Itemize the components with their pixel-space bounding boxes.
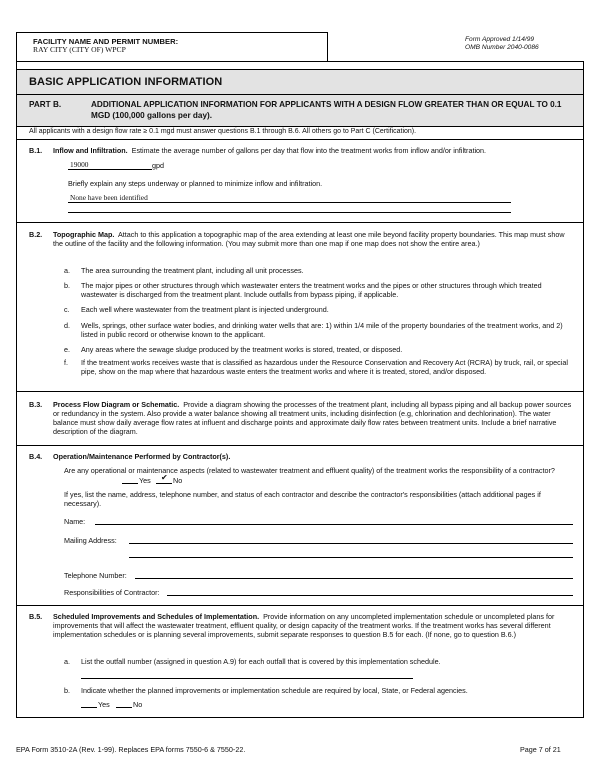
divider — [17, 391, 583, 392]
outfall-number-field[interactable] — [81, 670, 413, 679]
explain-field-1[interactable] — [68, 193, 511, 203]
explain-field-2[interactable] — [68, 205, 511, 213]
contractor-responsibilities-field[interactable] — [167, 587, 573, 596]
section-heading: Inflow and Infiltration. — [53, 146, 128, 155]
section-text — [53, 146, 573, 155]
item-text: Wells, springs, other surface water bodies, and drinking water wells that are: 1) within 1/4 mile of the property boundaries of the treatment works, and 2) listed in public record or otherwise known to the applicant. — [81, 321, 563, 339]
item-text: Each well where wastewater from the treatment plant is injected underground. — [81, 305, 329, 314]
divider — [17, 139, 583, 140]
contractor-address-field-1[interactable] — [129, 535, 573, 544]
inflow-gpd-field[interactable] — [68, 160, 152, 170]
contractor-instructions: If yes, list the name, address, telephone number, and status of each contractor and describe the contractor's responsibilities (attach additional pages if necessary). — [64, 490, 541, 508]
contractor-name-field[interactable] — [95, 516, 573, 525]
section-text — [53, 612, 573, 639]
form-approval-info — [465, 36, 539, 52]
item-text: Any areas where the sewage sludge produced by the treatment works is stored, treated, or disposed. — [81, 345, 403, 354]
contractor-no-field[interactable] — [156, 475, 172, 484]
instruction-note: All applicants with a design flow rate ≥ 0.1 mgd must answer questions B.1 through B.6. All others go to Part C (Certification). — [29, 128, 417, 135]
contractor-question: Are any operational or maintenance aspects (related to wastewater treatment and effluent quality) of the treatment works the responsibility of a contractor? — [64, 466, 555, 475]
item-letter: e. — [64, 345, 70, 354]
facility-name[interactable]: RAY CITY (CITY OF) WPCP — [33, 45, 126, 54]
section-text — [53, 230, 573, 248]
section-heading: Topographic Map. — [53, 230, 115, 239]
title-band — [17, 69, 583, 95]
section-body: Provide information on any uncompleted implementation schedule or uncompleted plans for improvements that will affect the wastewater treatment, effluent quality, or design capacity of the treatment works. If the treatment works has several different implementation schedules or is planning several improvements, submit separate responses to question B.5 for each. (If none, go to question B.6.) — [53, 612, 555, 639]
divider — [17, 445, 583, 446]
contractor-responsibilities-label: Responsibilities of Contractor: — [64, 588, 160, 597]
section-heading: Process Flow Diagram or Schematic. — [53, 400, 180, 409]
part-heading: ADDITIONAL APPLICATION INFORMATION FOR APPLICANTS WITH A DESIGN FLOW GREATER THAN OR EQUAL TO 0.1 MGD (100,000 gallons per day). — [91, 100, 562, 120]
contractor-address-field-2[interactable] — [129, 550, 573, 558]
section-code: B.5. — [29, 612, 43, 621]
gpd-unit: gpd — [152, 161, 164, 170]
divider — [17, 222, 583, 223]
section-text — [53, 400, 573, 436]
explain-value: None have been identified — [70, 193, 148, 202]
section-body: Provide a diagram showing the processes of the treatment plant, including all bypass piping and all backup power sources or redundancy in the system. Also provide a water balance showing all treatment units, including disinfection (e.g, chlorination and dechlorination). The water balance must show daily average flow rates at influent and discharge points and approximate daily flow rates between treatment units. Include a brief narrative description of the diagram. — [53, 400, 572, 436]
agency-yes-field[interactable] — [81, 699, 97, 708]
item-letter: a. — [64, 266, 70, 275]
item-letter: b. — [64, 686, 70, 695]
section-heading: Scheduled Improvements and Schedules of Implementation. — [53, 612, 260, 621]
section-heading: Operation/Maintenance Performed by Contractor(s). — [53, 452, 231, 461]
section-code: B.2. — [29, 230, 43, 239]
item-text: The area surrounding the treatment plant, including all unit processes. — [81, 266, 304, 275]
item-letter: c. — [64, 305, 70, 314]
omb-number: OMB Number 2040-0086 — [465, 43, 539, 51]
inflow-gpd-value: 19000 — [70, 160, 89, 169]
agency-yes-label: Yes — [98, 700, 110, 709]
part-band — [17, 95, 583, 127]
agency-no-label: No — [133, 700, 143, 709]
contractor-yes-field[interactable] — [122, 475, 138, 484]
section-code: B.3. — [29, 400, 43, 409]
item-letter: a. — [64, 657, 70, 666]
item-text: Indicate whether the planned improvements or implementation schedule are required by local, State, or Federal agencies. — [81, 686, 468, 695]
part-label: PART B. — [29, 100, 62, 109]
item-letter: f. — [64, 358, 68, 367]
facility-box — [16, 32, 328, 61]
divider — [17, 605, 583, 606]
section-body: Attach to this application a topographic map of the area extending at least one mile beyond facility property boundaries. This map must show the outline of the facility and the following information. (You may submit more than one map if one map does not show the entire area.) — [53, 230, 565, 248]
check-mark-icon: ✔ — [161, 473, 168, 482]
form-frame — [16, 61, 584, 718]
item-letter: d. — [64, 321, 70, 330]
page-number: Page 7 of 21 — [520, 745, 561, 754]
item-letter: b. — [64, 281, 70, 290]
explain-prompt: Briefly explain any steps underway or planned to minimize inflow and infiltration. — [68, 179, 323, 188]
contractor-yes-label: Yes — [139, 476, 151, 485]
item-text: If the treatment works receives waste that is classified as hazardous under the Resource Conservation and Recovery Act (RCRA) by truck, rail, or special pipe, show on the map where that hazardous waste enters the treatment works and where it is treated, stored, and/or disposed. — [81, 358, 568, 376]
page-title: BASIC APPLICATION INFORMATION — [29, 76, 223, 88]
contractor-phone-field[interactable] — [135, 570, 573, 579]
facility-label: FACILITY NAME AND PERMIT NUMBER: — [33, 37, 179, 46]
section-body: Estimate the average number of gallons per day that flow into the treatment works from inflow and/or infiltration. — [131, 146, 487, 155]
contractor-no-label: No — [173, 476, 183, 485]
contractor-name-label: Name: — [64, 517, 86, 526]
form-approved-date: Form Approved 1/14/99 — [465, 36, 535, 43]
section-code: B.1. — [29, 146, 43, 155]
footer-form-number: EPA Form 3510-2A (Rev. 1-99). Replaces EPA forms 7550-6 & 7550-22. — [16, 745, 246, 754]
contractor-phone-label: Telephone Number: — [64, 571, 127, 580]
item-text: The major pipes or other structures through which wastewater enters the treatment works and the pipes or other structures through which treated wastewater is discharged from the treatment plant. Include outfalls from bypass piping, if applicable. — [81, 281, 542, 299]
section-code: B.4. — [29, 452, 43, 461]
contractor-mailing-label: Mailing Address: — [64, 536, 117, 545]
agency-no-field[interactable] — [116, 699, 132, 708]
item-text: List the outfall number (assigned in question A.9) for each outfall that is covered by this implementation schedule. — [81, 657, 441, 666]
